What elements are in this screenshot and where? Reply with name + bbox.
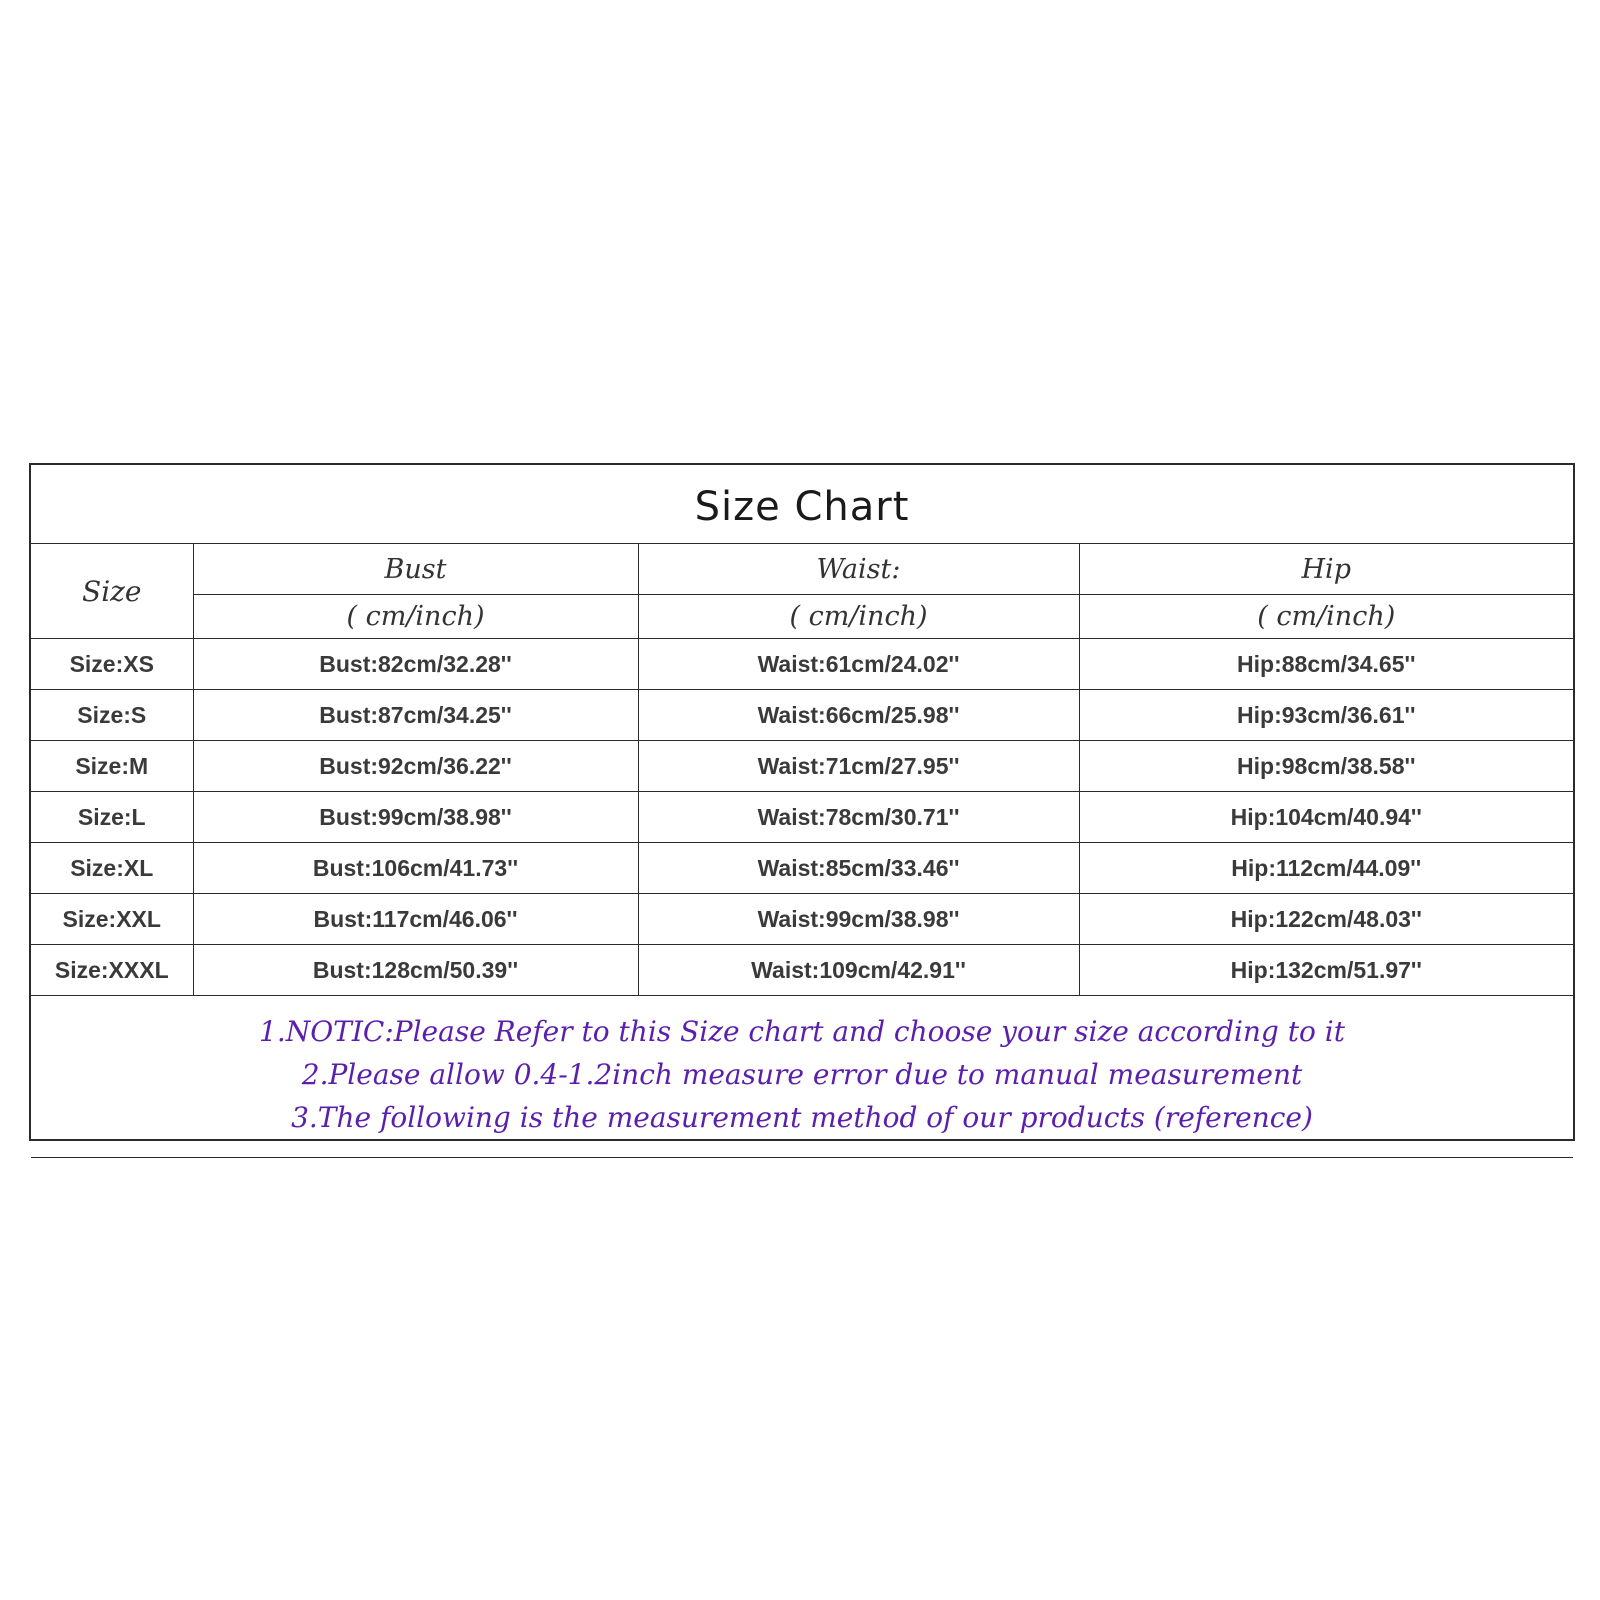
notes-row	[31, 996, 1573, 1158]
waist-cell: Waist:61cm/24.02''	[638, 639, 1079, 690]
table-row	[31, 741, 1573, 792]
size-cell: Size:XXL	[31, 894, 193, 945]
header-hip: Hip	[1079, 544, 1573, 595]
size-cell: Size:M	[31, 741, 193, 792]
header-size: Size	[31, 544, 193, 639]
waist-cell: Waist:66cm/25.98''	[638, 690, 1079, 741]
header-row	[31, 544, 1573, 595]
table-row	[31, 894, 1573, 945]
waist-cell: Waist:99cm/38.98''	[638, 894, 1079, 945]
title-row	[31, 465, 1573, 544]
hip-cell: Hip:122cm/48.03''	[1079, 894, 1573, 945]
hip-cell: Hip:104cm/40.94''	[1079, 792, 1573, 843]
size-cell: Size:XL	[31, 843, 193, 894]
waist-cell: Waist:71cm/27.95''	[638, 741, 1079, 792]
hip-cell: Hip:132cm/51.97''	[1079, 945, 1573, 996]
size-table	[31, 465, 1573, 1158]
notes-cell	[31, 996, 1573, 1158]
bust-cell: Bust:128cm/50.39''	[193, 945, 638, 996]
size-cell: Size:S	[31, 690, 193, 741]
table-row	[31, 945, 1573, 996]
bust-cell: Bust:92cm/36.22''	[193, 741, 638, 792]
hip-cell: Hip:112cm/44.09''	[1079, 843, 1573, 894]
waist-cell: Waist:109cm/42.91''	[638, 945, 1079, 996]
header-waist: Waist:	[638, 544, 1079, 595]
chart-title: Size Chart	[31, 465, 1573, 544]
bust-cell: Bust:117cm/46.06''	[193, 894, 638, 945]
bust-cell: Bust:106cm/41.73''	[193, 843, 638, 894]
unit-hip: ( cm/inch)	[1079, 595, 1573, 639]
table-row	[31, 792, 1573, 843]
hip-cell: Hip:93cm/36.61''	[1079, 690, 1573, 741]
header-bust: Bust	[193, 544, 638, 595]
unit-row	[31, 595, 1573, 639]
note-1: 1.NOTIC:Please Refer to this Size chart and choose your size according to it	[259, 1015, 1345, 1048]
unit-bust: ( cm/inch)	[193, 595, 638, 639]
table-row	[31, 843, 1573, 894]
size-cell: Size:XS	[31, 639, 193, 690]
waist-cell: Waist:78cm/30.71''	[638, 792, 1079, 843]
unit-waist: ( cm/inch)	[638, 595, 1079, 639]
bust-cell: Bust:82cm/32.28''	[193, 639, 638, 690]
bust-cell: Bust:87cm/34.25''	[193, 690, 638, 741]
note-2: 2.Please allow 0.4-1.2inch measure error due to manual measurement	[301, 1058, 1303, 1091]
table-row	[31, 690, 1573, 741]
size-chart	[29, 463, 1575, 1141]
bust-cell: Bust:99cm/38.98''	[193, 792, 638, 843]
table-row	[31, 639, 1573, 690]
waist-cell: Waist:85cm/33.46''	[638, 843, 1079, 894]
size-cell: Size:XXXL	[31, 945, 193, 996]
note-3: 3.The following is the measurement method of our products (reference)	[291, 1101, 1313, 1134]
hip-cell: Hip:98cm/38.58''	[1079, 741, 1573, 792]
hip-cell: Hip:88cm/34.65''	[1079, 639, 1573, 690]
size-cell: Size:L	[31, 792, 193, 843]
